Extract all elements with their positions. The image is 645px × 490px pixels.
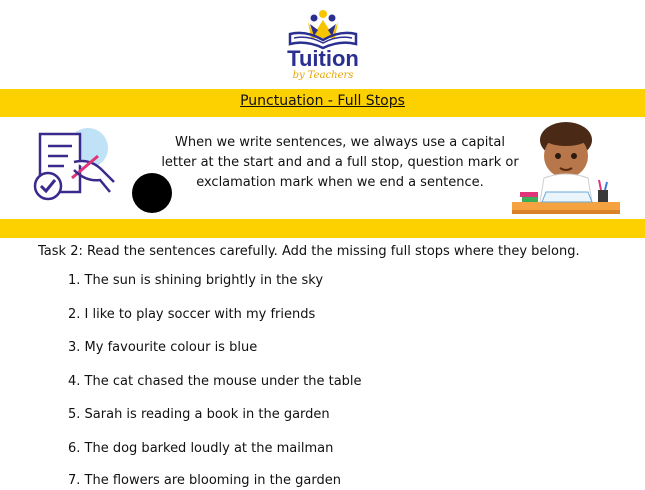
intro-text: When we write sentences, we always use a capital letter at the start and and a full stop, question mark or exclamation mark when we end a sentence.: [161, 135, 519, 190]
checklist-pen-icon: [28, 122, 118, 206]
logo-tagline: by Teachers: [292, 70, 354, 81]
list-item: 6. The dog barked loudly at the mailman: [68, 441, 334, 456]
boy-writing-icon: [508, 118, 626, 216]
list-item: 7. The flowers are blooming in the garden: [68, 473, 341, 488]
logo-title: Tuition: [287, 46, 359, 71]
list-item: 3. My favourite colour is blue: [68, 340, 258, 355]
list-item: 4. The cat chased the mouse under the table: [68, 374, 362, 389]
list-item: 2. I like to play soccer with my friends: [68, 307, 316, 322]
list-item: 1. The sun is shining brightly in the sky: [68, 273, 324, 288]
tuition-logo: [280, 8, 366, 86]
list-item: 5. Sarah is reading a book in the garden: [68, 407, 330, 422]
divider-bar: [0, 219, 645, 238]
task-instruction: Task 2: Read the sentences carefully. Add the missing full stops where they belong.: [38, 244, 580, 259]
page-title: Punctuation - Full Stops: [240, 93, 405, 109]
